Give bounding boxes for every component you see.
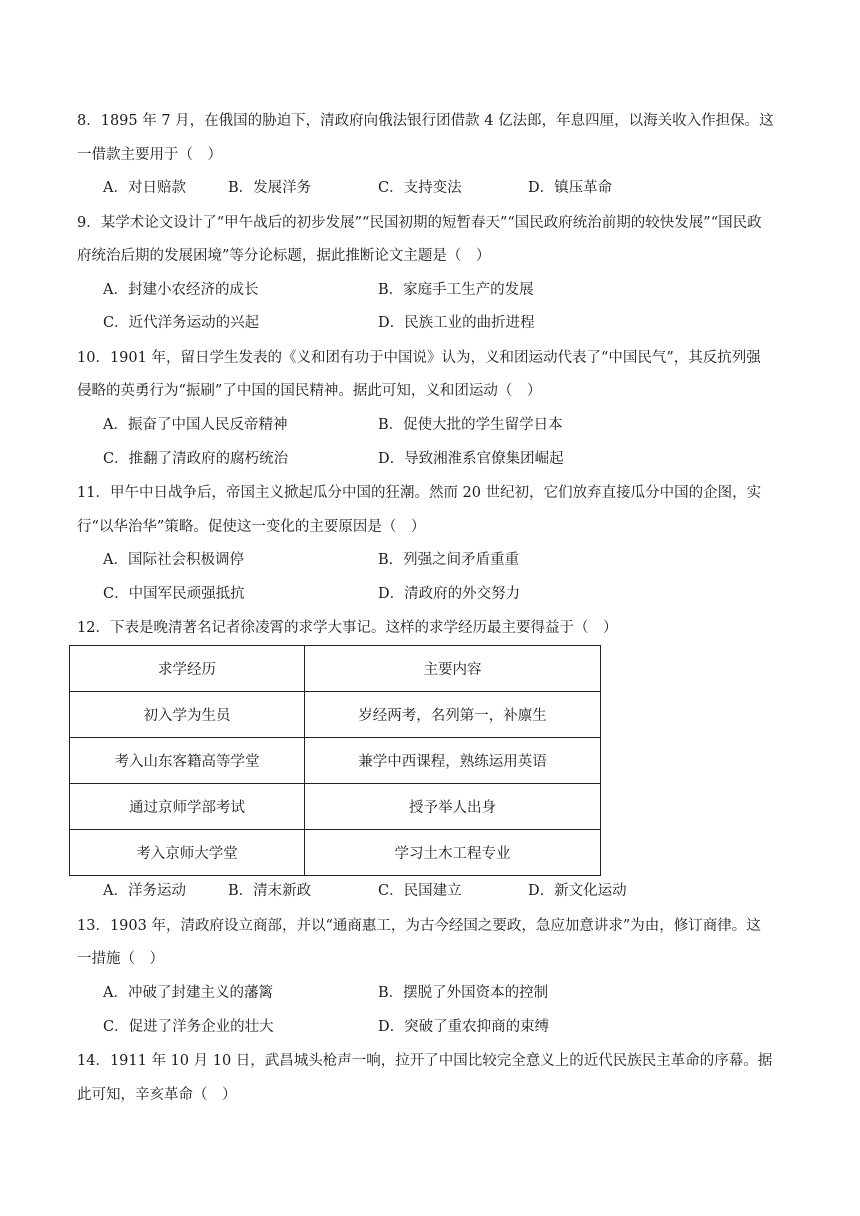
study-experience-table [69, 645, 601, 876]
table-cell: 通过京师学部考试 [70, 784, 305, 830]
question-13-option-b: B．摆脱了外国资本的控制 [378, 985, 549, 1001]
question-14-line-1: 14．1911 年 10 月 10 日，武昌城头枪声一响，拉开了中国比较完全意义上的近代民族民主革命的序幕。据 [77, 1053, 773, 1069]
question-10-line-1: 10．1901 年，留日学生发表的《义和团有功于中国说》认为，义和团运动代表了“中国民气”，其反抗列强 [77, 350, 761, 366]
question-11-option-b: B．列强之间矛盾重重 [378, 552, 520, 568]
question-10-option-c: C．推翻了清政府的腐朽统治 [103, 451, 289, 467]
question-8-option-d: D．镇压革命 [528, 180, 613, 196]
table-row [70, 830, 601, 876]
question-11-option-c: C．中国军民顽强抵抗 [103, 586, 245, 602]
question-14-line-2: 此可知，辛亥革命（ ） [77, 1087, 237, 1103]
question-9-line-1: 9．某学术论文设计了“甲午战后的初步发展”“民国初期的短暂春天”“国民政府统治前期的较快发展”“国民政 [77, 215, 762, 231]
question-9-option-a: A．封建小农经济的成长 [103, 282, 259, 298]
question-12-line-1: 12．下表是晚清著名记者徐凌霄的求学大事记。这样的求学经历最主要得益于（ ） [77, 620, 618, 636]
question-8-line-1: 8．1895 年 7 月，在俄国的胁迫下，清政府向俄法银行团借款 4 亿法郎，年息四厘，以海关收入作担保。这 [77, 113, 774, 129]
question-9-option-c: C．近代洋务运动的兴起 [103, 315, 260, 331]
table-row [70, 738, 601, 784]
question-10-option-a: A．振奋了中国人民反帝精神 [103, 417, 288, 433]
question-9-line-2: 府统治后期的发展困境”等分论标题，据此推断论文主题是（ ） [77, 248, 491, 264]
question-12-option-b: B．清末新政 [228, 883, 312, 899]
question-10-line-2: 侵略的英勇行为“振刷”了中国的国民精神。据此可知，义和团运动（ ） [77, 383, 542, 399]
table-cell: 岁经两考，名列第一，补廪生 [305, 692, 601, 738]
question-13-option-d: D．突破了重农抑商的束缚 [378, 1019, 550, 1035]
question-11-option-d: D．清政府的外交努力 [378, 586, 521, 602]
question-12-option-c: C．民国建立 [378, 883, 462, 899]
question-11-line-1: 11．甲午中日战争后，帝国主义掀起瓜分中国的狂潮。然而 20 世纪初，它们放弃直接瓜分中国的企图，实 [77, 485, 762, 501]
question-9-option-d: D．民族工业的曲折进程 [378, 315, 535, 331]
table-cell: 授予举人出身 [305, 784, 601, 830]
table-cell: 初入学为生员 [70, 692, 305, 738]
question-13-option-c: C．促进了洋务企业的壮大 [103, 1019, 274, 1035]
question-13-line-1: 13．1903 年，清政府设立商部，并以“通商惠工，为古今经国之要政，急应加意讲求”为由，修订商律。这 [77, 918, 761, 934]
table-header-row [70, 646, 601, 692]
question-11-option-a: A．国际社会积极调停 [103, 552, 244, 568]
question-8-line-2: 一借款主要用于（ ） [77, 147, 222, 163]
table-header-cell: 求学经历 [70, 646, 305, 692]
table-row [70, 784, 601, 830]
table-cell: 考入山东客籍高等学堂 [70, 738, 305, 784]
question-9-option-b: B．家庭手工生产的发展 [378, 282, 534, 298]
question-10-option-b: B．促使大批的学生留学日本 [378, 417, 563, 433]
question-10-option-d: D．导致湘淮系官僚集团崛起 [378, 451, 564, 467]
table-cell: 学习土木工程专业 [305, 830, 601, 876]
table-cell: 兼学中西课程，熟练运用英语 [305, 738, 601, 784]
question-8-option-a: A．对日赔款 [103, 180, 186, 196]
table-row [70, 692, 601, 738]
question-11-line-2: 行“以华治华”策略。促使这一变化的主要原因是（ ） [77, 519, 426, 535]
question-8-option-c: C．支持变法 [378, 180, 462, 196]
question-13-option-a: A．冲破了封建主义的藩篱 [103, 985, 273, 1001]
table-header-cell: 主要内容 [305, 646, 601, 692]
question-12-option-d: D．新文化运动 [528, 883, 627, 899]
question-13-line-2: 一措施（ ） [77, 951, 164, 967]
question-12-option-a: A．洋务运动 [103, 883, 186, 899]
table-cell: 考入京师大学堂 [70, 830, 305, 876]
question-8-option-b: B．发展洋务 [228, 180, 312, 196]
